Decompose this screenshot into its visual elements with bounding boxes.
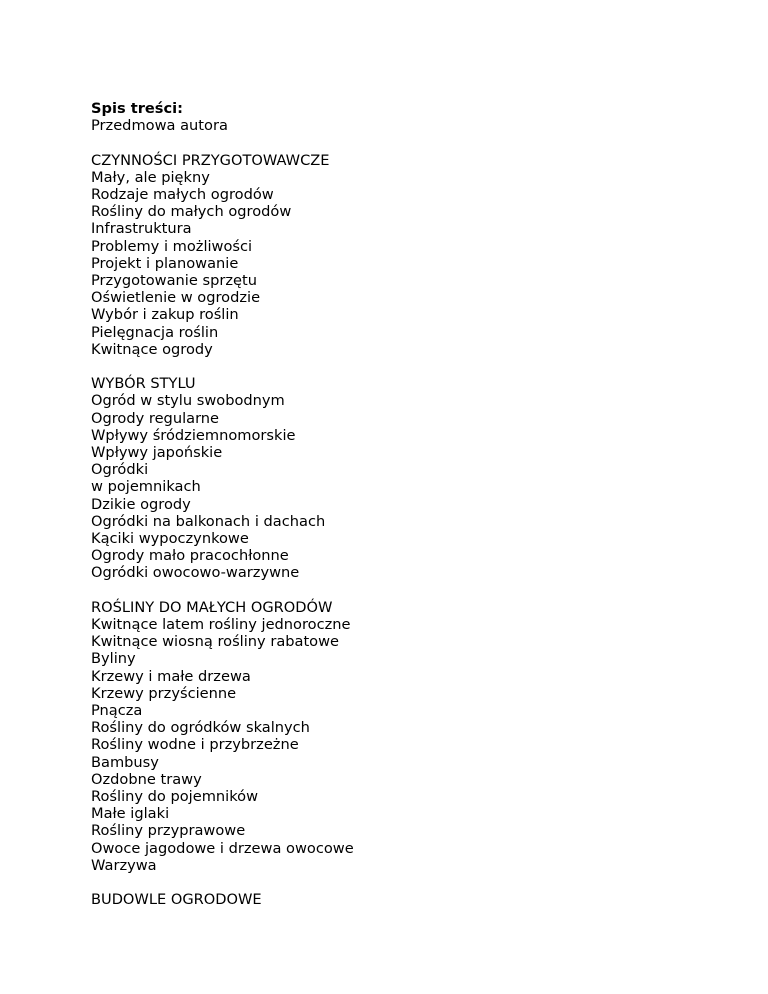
toc-entry: Rośliny do małych ogrodów	[91, 203, 292, 221]
toc-entry: Ogrody mało pracochłonne	[91, 547, 289, 565]
toc-sections	[91, 152, 731, 909]
toc-entry: Przygotowanie sprzętu	[91, 272, 257, 290]
toc-entry: Pielęgnacja roślin	[91, 323, 219, 341]
toc-entry: Wybór i zakup roślin	[91, 306, 239, 324]
toc-section	[91, 891, 731, 908]
toc-section	[91, 599, 731, 874]
toc-entry: Warzywa	[91, 856, 157, 874]
toc-entry: Kwitnące wiosną rośliny rabatowe	[91, 633, 340, 651]
toc-entry: Ogród w stylu swobodnym	[91, 392, 285, 410]
toc-entry: Bambusy	[91, 753, 159, 771]
toc-entry: Kwitnące ogrody	[91, 340, 213, 358]
toc-section	[91, 375, 731, 581]
toc-entry: Ogródki na balkonach i dachach	[91, 512, 326, 530]
toc-entry: Ozdobne trawy	[91, 770, 202, 788]
toc-entry: Kwitnące latem rośliny jednoroczne	[91, 616, 351, 634]
toc-entry: Ogrody regularne	[91, 409, 220, 427]
toc-entry: Rośliny przyprawowe	[91, 822, 246, 840]
toc-entry: Byliny	[91, 650, 136, 668]
toc-entry: Kąciki wypoczynkowe	[91, 530, 249, 548]
toc-section-title: ROŚLINY DO MAŁYCH OGRODÓW	[91, 598, 333, 616]
toc-entry: Wpływy śródziemnomorskie	[91, 426, 296, 444]
toc-intro: Przedmowa autora	[91, 117, 228, 135]
toc-entry: Oświetlenie w ogrodzie	[91, 289, 261, 307]
toc-entry: Owoce jagodowe i drzewa owocowe	[91, 839, 354, 857]
toc-entry: Infrastruktura	[91, 220, 192, 238]
toc-entry: Dzikie ogrody	[91, 495, 191, 513]
toc-heading: Spis treści:	[91, 100, 183, 117]
toc-section	[91, 152, 731, 358]
toc-entry: Projekt i planowanie	[91, 254, 239, 272]
toc-entry: Ogródki owocowo-warzywne	[91, 564, 300, 582]
document-page	[91, 100, 731, 908]
toc-entry: w pojemnikach	[91, 478, 201, 496]
toc-entry: Mały, ale piękny	[91, 168, 210, 186]
toc-entry: Małe iglaki	[91, 805, 170, 823]
toc-entry: Wpływy japońskie	[91, 444, 223, 462]
toc-entry: Pnącza	[91, 702, 143, 720]
toc-entry: Rośliny do ogródków skalnych	[91, 719, 310, 737]
toc-entry: Ogródki	[91, 461, 149, 479]
toc-entry: Rodzaje małych ogrodów	[91, 186, 274, 203]
toc-entry: Rośliny wodne i przybrzeżne	[91, 736, 299, 754]
toc-section-title: CZYNNOŚCI PRZYGOTOWAWCZE	[91, 151, 330, 169]
toc-entry: Problemy i możliwości	[91, 237, 253, 255]
toc-entry: Krzewy przyścienne	[91, 684, 237, 702]
toc-entry: Rośliny do pojemników	[91, 788, 259, 806]
toc-entry: Krzewy i małe drzewa	[91, 667, 251, 685]
toc-section-title: WYBÓR STYLU	[91, 375, 196, 393]
toc-section-title: BUDOWLE OGRODOWE	[91, 891, 262, 909]
